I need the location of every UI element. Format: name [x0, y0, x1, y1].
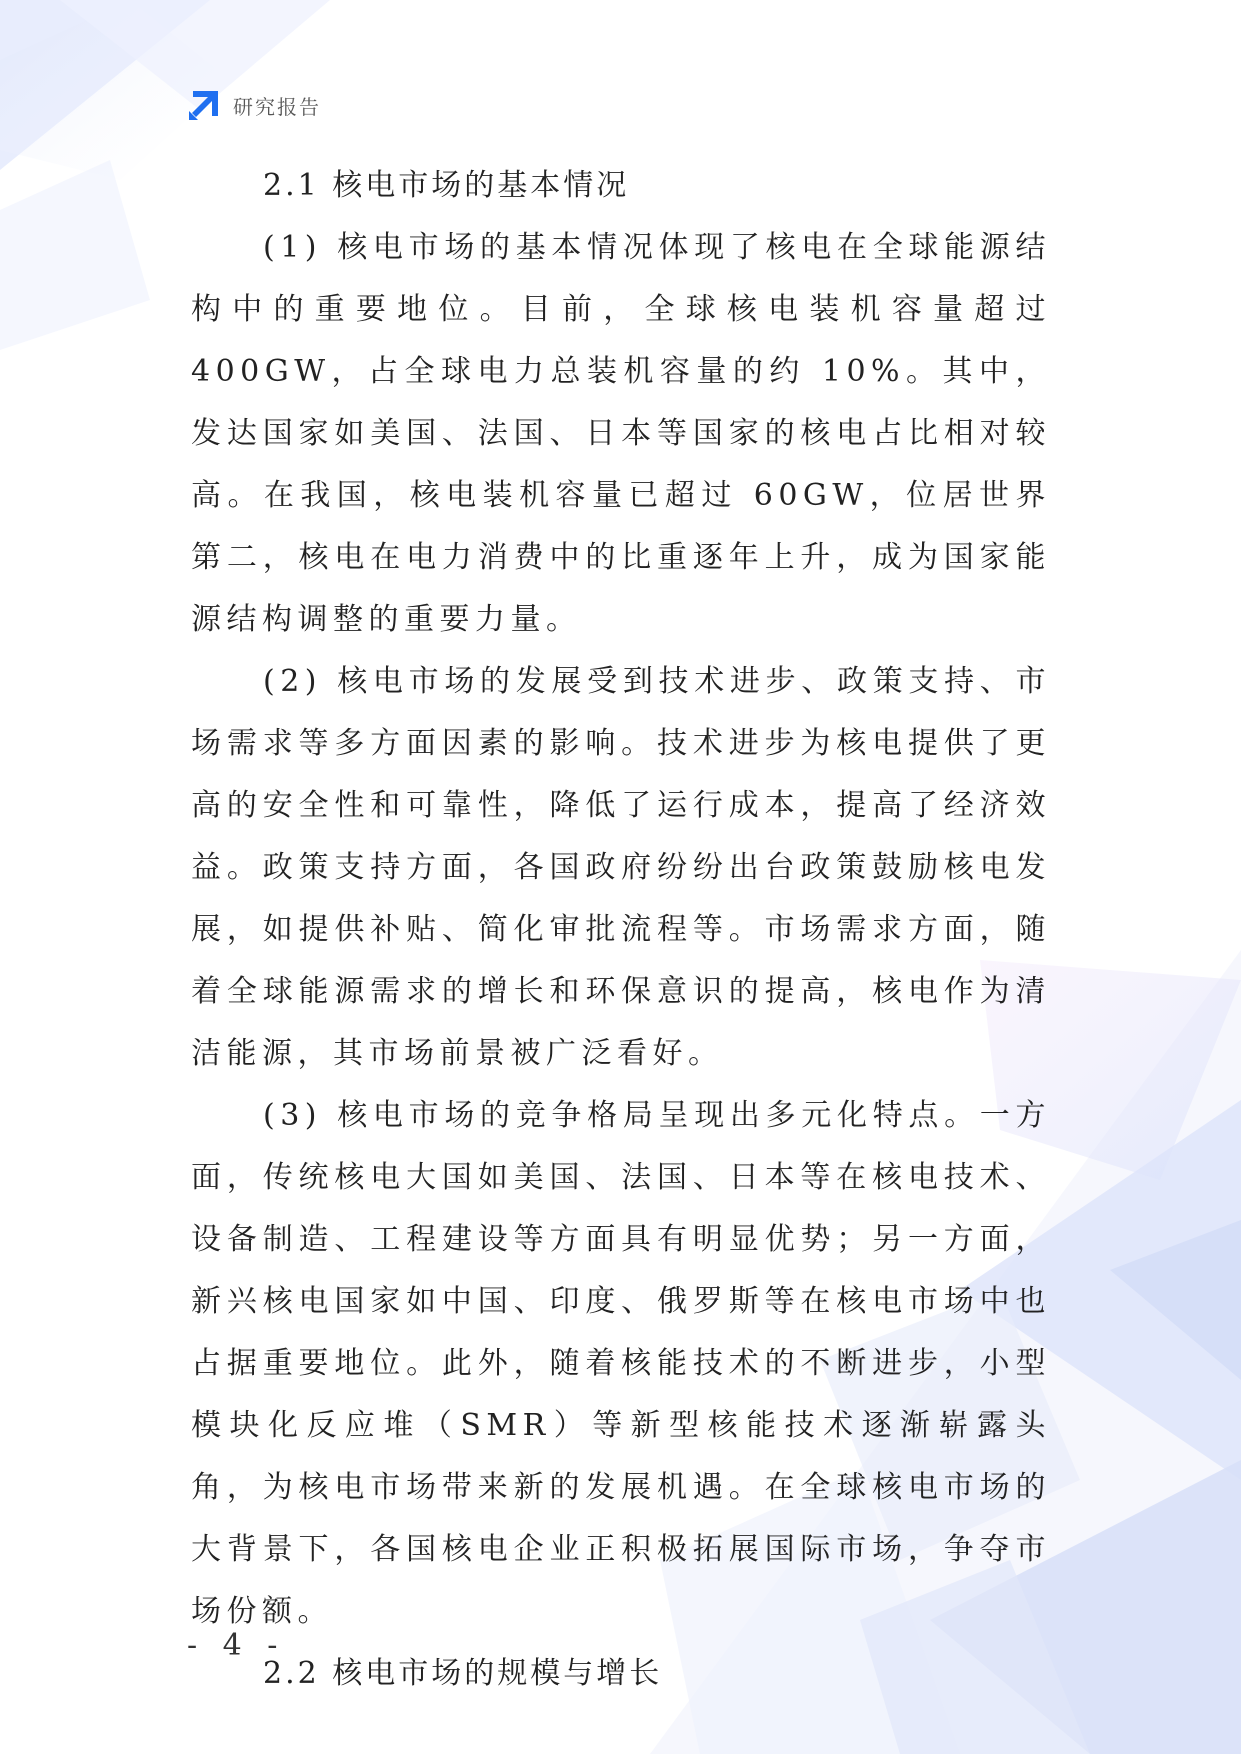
arrow-up-right-icon [187, 88, 221, 122]
section-heading-2-1: 2.1 核电市场的基本情况 [263, 168, 630, 203]
paragraph-2-1-3: (3) 核电市场的竞争格局呈现出多元化特点。一方面，传统核电大国如美国、法国、日本等在核电技术、设备制造、工程建设等方面具有明显优势；另一方面，新兴核电国家如中国、印度、俄罗斯等在核电市场中也占据重要地位。此外，随着核能技术的不断进步，小型模块化反应堆（SMR）等新型核能技术逐渐崭露头角，为核电市场带来新的发展机遇。在全球核电市场的大背景下，各国核电企业正积极拓展国际市场，争夺市场份额。 [191, 1098, 1051, 1629]
paragraph-2-1-1: (1) 核电市场的基本情况体现了核电在全球能源结构中的重要地位。目前，全球核电装机容量超过 400GW，占全球电力总装机容量的约 10%。其中，发达国家如美国、法国、日本等国家的核电占比相对较高。在我国，核电装机容量已超过 60GW，位居世界第二，核电在电力消费中的比重逐年上升，成为国家能源结构调整的重要力量。 [191, 230, 1051, 637]
paragraph-2-1-2: (2) 核电市场的发展受到技术进步、政策支持、市场需求等多方面因素的影响。技术进步为核电提供了更高的安全性和可靠性，降低了运行成本，提高了经济效益。政策支持方面，各国政府纷纷出台政策鼓励核电发展，如提供补贴、简化审批流程等。市场需求方面，随着全球能源需求的增长和环保意识的提高，核电作为清洁能源，其市场前景被广泛看好。 [191, 664, 1051, 1071]
document-body [191, 155, 1051, 1705]
report-header [187, 88, 321, 122]
header-title: 研究报告 [233, 94, 321, 119]
page-number: - 4 - [187, 1628, 286, 1663]
section-heading-2-2: 2.2 核电市场的规模与增长 [263, 1656, 663, 1691]
